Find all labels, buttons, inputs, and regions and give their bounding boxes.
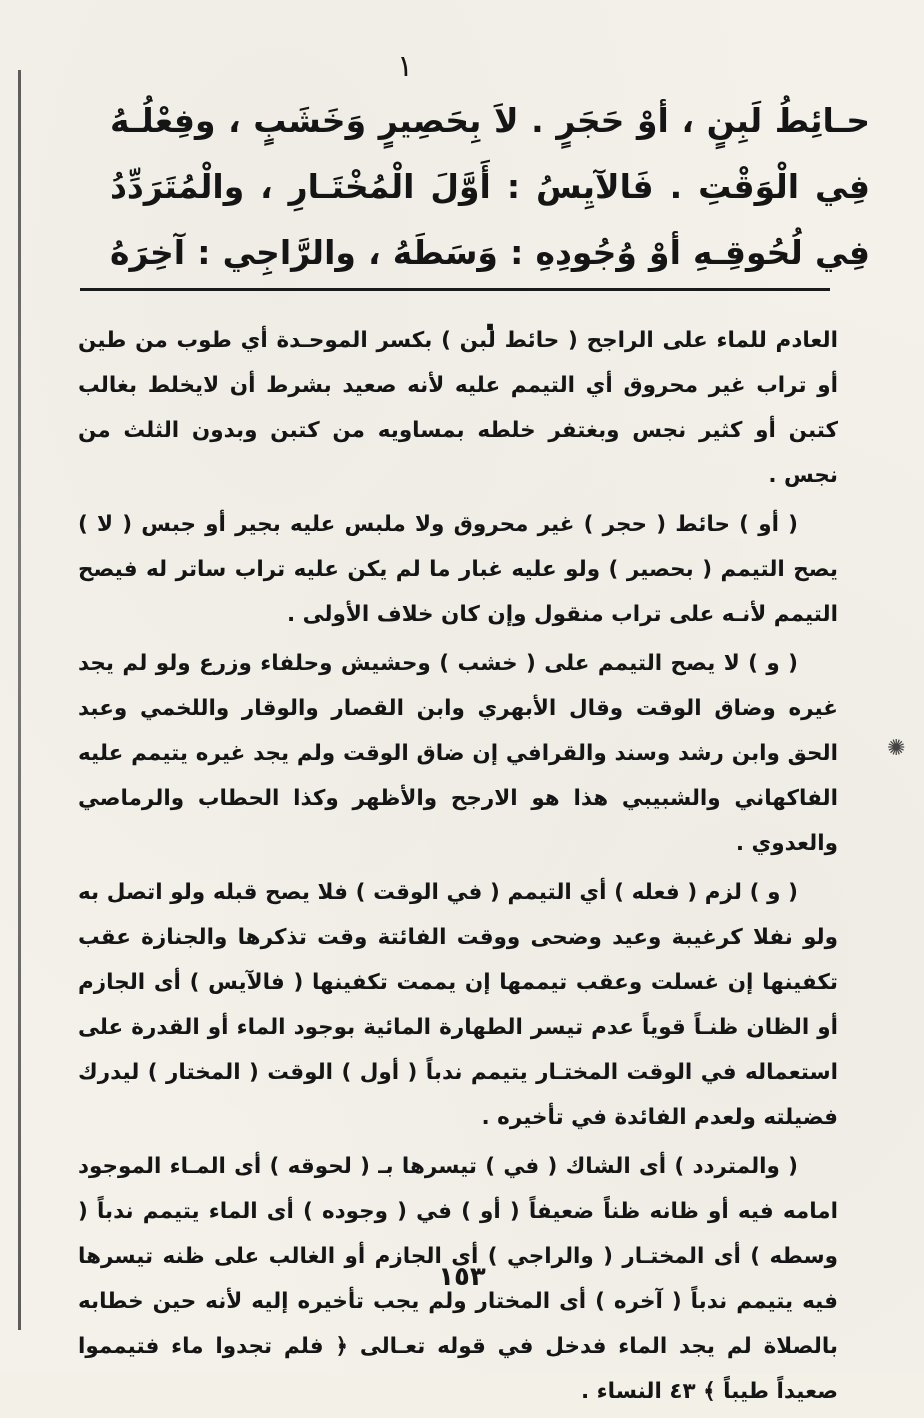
commentary-paragraph-4: ( و ) لزم ( فعله ) أي التيمم ( في الوقت ) فلا يصح قبله ولو اتصل به ولو نفلا كرغيبة وعيد وضحى ووقت الفائتة وقت تذكرها والجنازة عقب تكفينها إن غسلت وعقب تيممها إن يممت تكفينها ( فالآيس ) أى الجازم أو الظان ظنـاً قوياً عدم تيسر الطهارة المائية بوجود الماء أو القدرة على استعماله في الوقت المختـار يتيمم ندباً ( أول ) الوقت ( المختار ) ليدرك فضيلته ولعدم الفائدة في تأخيره .	[78, 880, 838, 1130]
commentary-paragraph-5: ( والمتردد ) أى الشاك ( في ) تيسرها بـ ( لحوقه ) أى المـاء الموجود امامه فيه أو ظانه ظناً ضعيفاً ( أو ) في ( وجوده ) أى الماء يتيمم ندباً ( وسطه ) أى المختـار ( والراجي ) أى الجازم أو الغالب على ظنه تيسرها فيه يتيمم ندباً ( آخره ) أى المختار ولم يجب تأخيره إليه لأنه حين خطابه بالصلاة لم يجد الماء فدخل في قوله تعـالى ﴿ فلم تجدوا ماء فتيمموا صعيداً طيباً ﴾ ٤٣ النساء .	[78, 1154, 838, 1404]
ink-speck: ✺	[887, 736, 906, 761]
page-binding-edge	[18, 70, 21, 1330]
commentary-paragraph-2: ( أو ) حائط ( حجر ) غير محروق ولا ملبس عليه بجير أو جبس ( لا ) يصح التيمم ( بحصير ) ولو عليه غبار ما لم يكن عليه تراب ساتر له فيصح التيمم لأنـه على تراب منقول وإن كان خلاف الأولى .	[78, 512, 838, 627]
commentary-paragraph-1: العادم للماء على الراجح ( حائط لبن ) بكسر الموحـدة أي طوب من طين أو تراب غير محروق أي التيمم عليه لأنه صعيد بشرط أن لايخلط بغالب كتبن أو كثير نجس وبغتفر خلطه بمساويه من كتبن وبدون الثلث من نجس .	[78, 328, 838, 488]
page-number: ١٥٣	[438, 1262, 486, 1292]
commentary-block	[78, 318, 838, 1418]
separator-rule	[80, 288, 830, 291]
main-text-verse: حـائِطُ لَبِنٍ ، أوْ حَجَرٍ . لاَ بِحَصِيرٍ وَخَشَبٍ ، وفِعْلُـهُ فِي الْوَقْتِ . فَالآيِسُ : أَوَّلَ الْمُخْتَـارِ ، والْمُتَرَدِّدُ فِي لُحُوقِـهِ أوْ وُجُودِهِ : وَسَطَهُ ، والرَّاجِي : آخِرَهُ .	[110, 101, 870, 338]
commentary-paragraph-3: ( و ) لا يصح التيمم على ( خشب ) وحشيش وحلفاء وزرع ولو لم يجد غيره وضاق الوقت وقال الأبهري وابن القصار والوقار واللخمي وعبد الحق وابن رشد وسند والقرافي إن ضاق الوقت ولم يجد غيره يتيمم عليه الفاكهاني والشبيبي هذا هو الارجح والأظهر وكذا الحطاب والرماصي والعدوي .	[78, 651, 838, 856]
section-mark: ١	[396, 49, 414, 84]
